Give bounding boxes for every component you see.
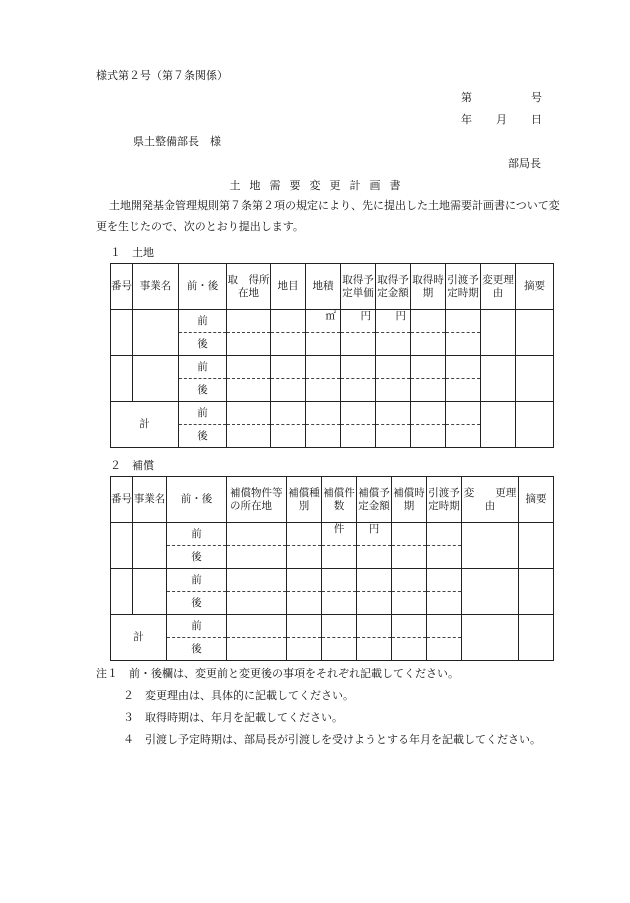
form-label: 様式第２号（第７条関係） — [96, 69, 228, 82]
header-cell: 摘要 — [519, 477, 554, 523]
unit-yen: 円 — [357, 523, 392, 546]
unit-count: 件 — [322, 523, 357, 546]
after-label: 後 — [179, 333, 227, 356]
total-label: 計 — [111, 402, 179, 448]
header-cell: 補償件数 — [322, 477, 357, 523]
header-cell: 摘要 — [516, 264, 554, 310]
section2-heading: ２ 補償 — [110, 459, 154, 472]
header-cell: 引渡予定時期 — [446, 264, 481, 310]
before-label: 前 — [179, 402, 227, 425]
after-label: 後 — [167, 546, 227, 569]
table-row — [111, 402, 554, 425]
table-row — [111, 569, 554, 592]
header-cell: 補償種別 — [287, 477, 322, 523]
sender: 部局長 — [508, 157, 541, 170]
before-label: 前 — [167, 615, 227, 638]
table-row — [111, 523, 554, 546]
addressee: 県土整備部長 様 — [133, 135, 221, 148]
after-label: 後 — [167, 592, 227, 615]
header-cell: 取 得所在地 — [227, 264, 271, 310]
before-label: 前 — [167, 523, 227, 546]
table-header-row — [111, 477, 554, 523]
before-label: 前 — [179, 310, 227, 333]
header-cell: 前・後 — [167, 477, 227, 523]
note-2: ２ 変更理由は、具体的に記載してください。 — [123, 689, 354, 702]
total-label: 計 — [111, 615, 167, 661]
header-cell: 取得予定金額 — [376, 264, 411, 310]
section1-heading: １ 土地 — [110, 246, 154, 259]
header-cell: 番号 — [111, 477, 133, 523]
note-1: 注１ 前・後欄は、変更前と変更後の事項をそれぞれ記載してください。 — [96, 667, 459, 680]
number-left: 第 — [461, 91, 472, 104]
table-row — [111, 310, 554, 333]
after-label: 後 — [167, 638, 227, 661]
header-cell: 地目 — [271, 264, 306, 310]
header-cell: 地積 — [306, 264, 341, 310]
header-cell: 事業名 — [133, 477, 167, 523]
unit-area: ㎡ — [306, 310, 341, 333]
header-cell: 変 更理 由 — [462, 477, 519, 523]
before-label: 前 — [167, 569, 227, 592]
compensation-table — [110, 476, 554, 661]
header-cell: 変更理由 — [481, 264, 516, 310]
header-cell: 取得時期 — [411, 264, 446, 310]
header-cell: 事業名 — [133, 264, 179, 310]
unit-yen: 円 — [341, 310, 376, 333]
after-label: 後 — [179, 425, 227, 448]
note-3: ３ 取得時期は、年月を記載してください。 — [123, 711, 343, 724]
date-month: 月 — [496, 113, 507, 126]
table-header-row — [111, 264, 554, 310]
header-cell: 補償予定金額 — [357, 477, 392, 523]
header-cell: 前・後 — [179, 264, 227, 310]
date-year: 年 — [461, 113, 472, 126]
land-table — [110, 263, 554, 448]
before-label: 前 — [179, 356, 227, 379]
date-day: 日 — [531, 113, 542, 126]
document-title: 土 地 需 要 変 更 計 画 書 — [229, 179, 401, 192]
header-cell: 番号 — [111, 264, 133, 310]
header-cell: 引渡予定時期 — [427, 477, 462, 523]
note-4: ４ 引渡し予定時期は、部局長が引渡しを受けようとする年月を記載してください。 — [123, 733, 541, 746]
intro-paragraph: 土地開発基金管理規則第７条第２項の規定により、先に提出した土地需要計画書について変更を生じたので、次のとおり提出します。 — [96, 199, 560, 233]
table-row — [111, 356, 554, 379]
after-label: 後 — [179, 379, 227, 402]
header-cell: 補償物件等の所在地 — [227, 477, 287, 523]
unit-yen: 円 — [376, 310, 411, 333]
table-row — [111, 615, 554, 638]
header-cell: 補償時期 — [392, 477, 427, 523]
header-cell: 取得予定単価 — [341, 264, 376, 310]
number-right: 号 — [531, 91, 542, 104]
